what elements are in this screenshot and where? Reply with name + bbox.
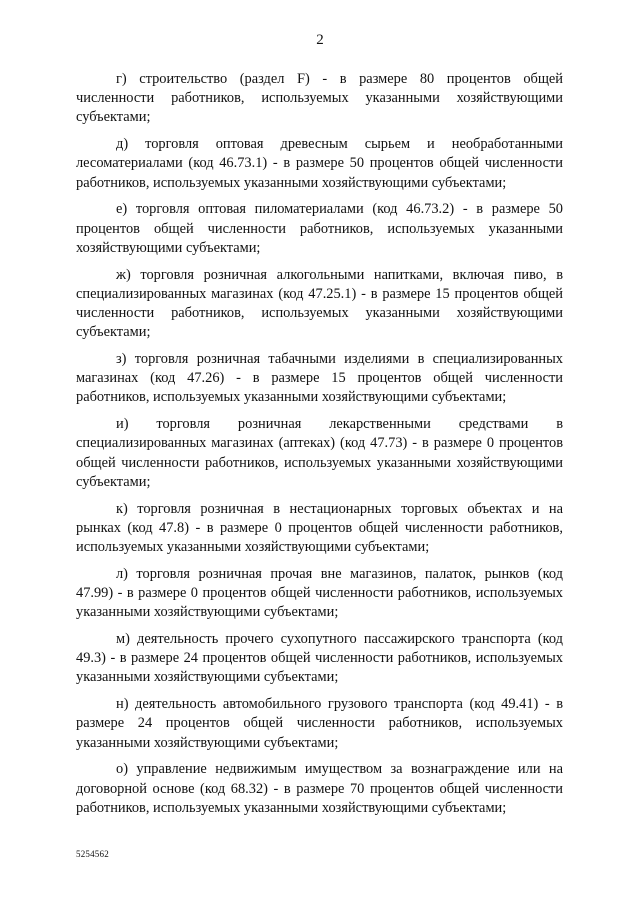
paragraph-z: з) торговля розничная табачными изделиями в специализированных магазинах (код 47.26) - в размере 15 процентов общей численности работников, используемых указанными хозяйствующими субъектами; <box>76 351 563 406</box>
paragraph-e: е) торговля оптовая пиломатериалами (код 46.73.2) - в размере 50 процентов общей численности работников, используемых указанными хозяйствующими субъектами; <box>76 201 563 256</box>
paragraph-g: г) строительство (раздел F) - в размере 80 процентов общей численности работников, используемых указанными хозяйствующими субъектами; <box>76 71 563 126</box>
paragraph-l: л) торговля розничная прочая вне магазинов, палаток, рынков (код 47.99) - в размере 0 процентов общей численности работников, используемых указанными хозяйствующими субъектами; <box>76 565 563 621</box>
document-code: 5254562 <box>76 849 109 859</box>
paragraph-i: и) торговля розничная лекарственными средствами в специализированных магазинах (аптеках) (код 47.73) - в размере 0 процентов общей численности работников, используемых указанными хозяйствующими субъектами; <box>76 416 563 490</box>
paragraph-k: к) торговля розничная в нестационарных торговых объектах и на рынках (код 47.8) - в размере 0 процентов общей численности работников, используемых указанными хозяйствующими субъектами; <box>76 500 563 556</box>
paragraph-o: о) управление недвижимым имуществом за вознаграждение или на договорной основе (код 68.32) - в размере 70 процентов общей численности работников, используемых указанными хозяйствующими субъектами; <box>76 761 563 816</box>
page-number: 2 <box>316 32 324 48</box>
paragraph-zh: ж) торговля розничная алкогольными напитками, включая пиво, в специализированных магазинах (код 47.25.1) - в размере 15 процентов общей численности работников, используемых указанными хозяйствующими субъектами; <box>76 266 563 341</box>
document-body <box>76 70 563 826</box>
paragraph-d: д) торговля оптовая древесным сырьем и необработанными лесоматериалами (код 46.73.1) - в размере 50 процентов общей численности работников, используемых указанными хозяйствующими субъектами; <box>76 136 563 191</box>
paragraph-n: н) деятельность автомобильного грузового транспорта (код 49.41) - в размере 24 процентов общей численности работников, используемых указанными хозяйствующими субъектами; <box>76 696 563 751</box>
paragraph-m: м) деятельность прочего сухопутного пассажирского транспорта (код 49.3) - в размере 24 процентов общей численности работников, используемых указанными хозяйствующими субъектами; <box>76 631 563 686</box>
